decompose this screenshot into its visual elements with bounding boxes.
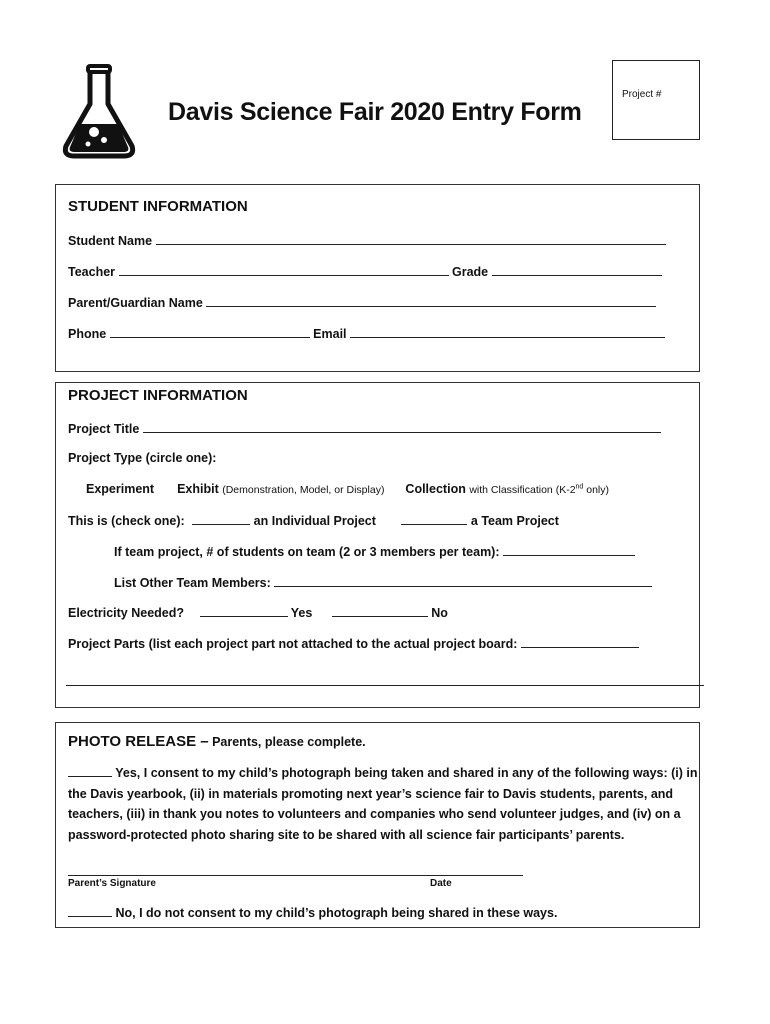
project-number-label: Project # (622, 89, 662, 100)
type-collection-option[interactable]: Collection with Classification (K-2nd only) (405, 482, 610, 496)
photo-release-section (55, 722, 700, 928)
project-information-section (55, 382, 700, 708)
electricity-yes-checkbox[interactable] (200, 604, 288, 617)
individual-project-label: an Individual Project (253, 514, 376, 528)
consent-no-field[interactable] (68, 904, 112, 917)
photo-release-note: Parents, please complete. (212, 735, 366, 749)
project-title-field[interactable] (143, 420, 661, 433)
project-title-label: Project Title (68, 422, 140, 436)
project-parts-label: Project Parts (list each project part not attached to the actual project board: (68, 637, 518, 651)
grade-label: Grade (451, 265, 489, 279)
email-field[interactable] (350, 325, 665, 338)
team-members-label: List Other Team Members: (114, 576, 271, 590)
electricity-yes-label: Yes (290, 606, 313, 620)
project-number-box[interactable] (612, 60, 700, 140)
individual-project-checkbox[interactable] (192, 512, 250, 525)
team-count-label: If team project, # of students on team (2 or 3 members per team): (114, 545, 500, 559)
phone-label: Phone (68, 327, 107, 341)
signature-label: Parent’s Signature (68, 878, 156, 889)
consent-no-text: No, I do not consent to my child’s photograph being shared in these ways. (115, 906, 558, 920)
teacher-label: Teacher (68, 265, 116, 279)
team-project-checkbox[interactable] (401, 512, 467, 525)
project-type-label: Project Type (circle one): (68, 451, 217, 465)
student-information-section (55, 184, 700, 372)
photo-release-heading: PHOTO RELEASE – (68, 733, 209, 750)
grade-field[interactable] (492, 263, 662, 276)
consent-yes-text: Yes, I consent to my child’s photograph being taken and shared in any of the following ways: (i) in the Davis yearbook, (ii) in materials promoting next year’s science fair to Davis students, parents, and teachers, (iii) in thank you notes to volunteers and companies who send volunteer judges, and (iv) on a password-protected photo sharing site to be shared with all science fair participants’ parents. (68, 766, 698, 842)
electricity-no-label: No (431, 606, 448, 620)
flask-icon (60, 64, 138, 160)
type-experiment-option[interactable]: Experiment (86, 482, 155, 496)
team-count-field[interactable] (503, 543, 635, 556)
project-parts-field[interactable] (521, 635, 639, 648)
signature-line[interactable] (68, 875, 523, 876)
team-project-label: a Team Project (470, 514, 559, 528)
teacher-field[interactable] (119, 263, 449, 276)
this-is-label: This is (check one): (68, 514, 185, 528)
page-title: Davis Science Fair 2020 Entry Form (168, 98, 582, 126)
parent-guardian-field[interactable] (206, 294, 656, 307)
project-parts-line[interactable] (66, 685, 704, 686)
project-information-heading: PROJECT INFORMATION (68, 387, 248, 404)
email-label: Email (313, 327, 347, 341)
type-exhibit-option[interactable]: Exhibit (Demonstration, Model, or Display) (177, 482, 385, 496)
team-members-field[interactable] (274, 574, 652, 587)
student-information-heading: STUDENT INFORMATION (68, 198, 248, 215)
consent-yes-field[interactable] (68, 766, 112, 777)
date-label: Date (430, 878, 452, 889)
phone-field[interactable] (110, 325, 310, 338)
student-name-label: Student Name (68, 234, 153, 248)
parent-guardian-label: Parent/Guardian Name (68, 296, 203, 310)
student-name-field[interactable] (156, 232, 666, 245)
electricity-label: Electricity Needed? (68, 606, 185, 620)
electricity-no-checkbox[interactable] (332, 604, 428, 617)
